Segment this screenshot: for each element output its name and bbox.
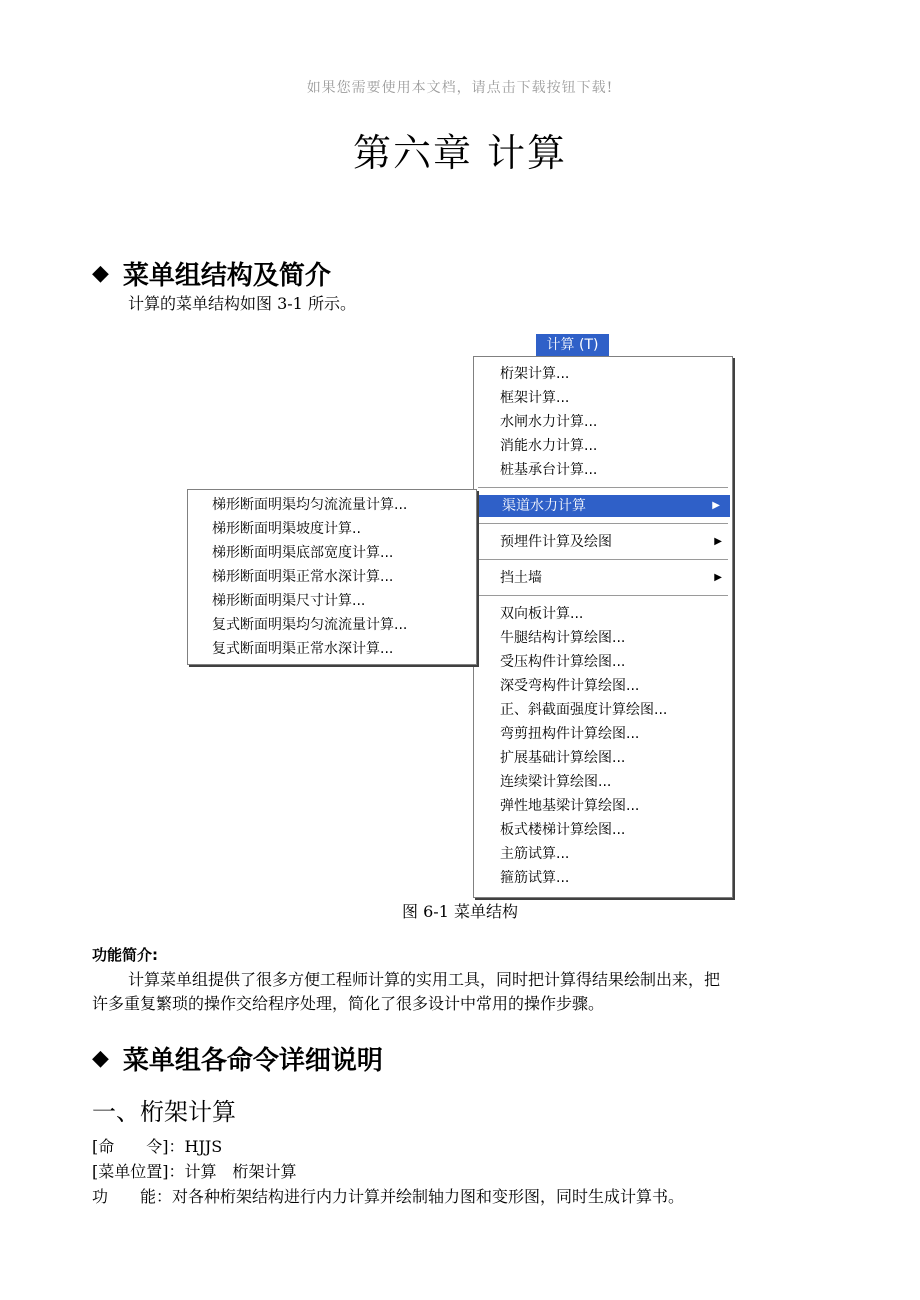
function-intro-line1: 计算菜单组提供了很多方便工程师计算的实用工具，同时把计算得结果绘制出来，把: [128, 970, 721, 989]
menu-separator: [478, 559, 728, 561]
submenu-item-compound-depth[interactable]: 复式断面明渠正常水深计算...: [212, 641, 394, 657]
menu-item-section-strength[interactable]: 正、斜截面强度计算绘图...: [500, 702, 668, 718]
menu-item-two-way-slab[interactable]: 双向板计算...: [500, 606, 584, 622]
menu-item-retaining-wall[interactable]: [474, 567, 732, 589]
section-heading-command-details: [92, 1040, 383, 1077]
command-line: [92, 1135, 222, 1158]
menu-item-compression[interactable]: 受压构件计算绘图...: [500, 654, 626, 670]
menu-item-embedded-parts[interactable]: [474, 531, 732, 553]
menu-item-truss[interactable]: 桁架计算...: [500, 366, 570, 382]
menu-item-sluice[interactable]: 水闸水力计算...: [500, 414, 598, 430]
chapter-title: 第六章 计算: [352, 131, 568, 175]
submenu-arrow-icon: ▶: [714, 536, 722, 547]
section-heading-text: 菜单组各命令详细说明: [122, 1046, 383, 1076]
function-value: 对各种桁架结构进行内力计算并绘制轴力图和变形图，同时生成计算书。: [172, 1187, 685, 1206]
section-heading-menu-structure: [92, 255, 331, 292]
intro-paragraph: 计算的菜单结构如图 3-1 所示。: [128, 294, 356, 313]
menu-item-label: 预埋件计算及绘图: [500, 534, 612, 550]
submenu-arrow-icon: ▶: [712, 500, 720, 511]
figure-caption: 图 6-1 菜单结构: [402, 902, 518, 921]
menu-item-main-rebar-trial[interactable]: 主筋试算...: [500, 846, 570, 862]
menu-item-elastic-foundation-beam[interactable]: 弹性地基梁计算绘图...: [500, 798, 640, 814]
menu-item-channel-hydraulics[interactable]: [476, 495, 730, 517]
menu-location-label: [菜单位置]：: [92, 1162, 185, 1181]
submenu-arrow-icon: ▶: [714, 572, 722, 583]
diamond-bullet-icon: ◆: [92, 261, 109, 286]
menu-bar-calc[interactable]: 计算 (T): [536, 334, 609, 356]
menu-item-spread-footing[interactable]: 扩展基础计算绘图...: [500, 750, 626, 766]
menu-separator: [478, 595, 728, 597]
menu-separator: [478, 487, 728, 489]
menu-item-pile-cap[interactable]: 桩基承台计算...: [500, 462, 598, 478]
menu-item-frame[interactable]: 框架计算...: [500, 390, 570, 406]
function-line: [92, 1185, 684, 1208]
menu-item-slab-stair[interactable]: 板式楼梯计算绘图...: [500, 822, 626, 838]
menu-item-energy-dissipation[interactable]: 消能水力计算...: [500, 438, 598, 454]
menu-item-label: 渠道水力计算: [502, 498, 586, 514]
submenu-item-trapezoid-size[interactable]: 梯形断面明渠尺寸计算...: [212, 593, 366, 609]
command-value: HJJS: [184, 1137, 223, 1156]
function-label: 功 能：: [92, 1187, 173, 1206]
submenu-item-trapezoid-depth[interactable]: 梯形断面明渠正常水深计算...: [212, 569, 394, 585]
submenu-item-trapezoid-flow[interactable]: 梯形断面明渠均匀流流量计算...: [212, 497, 408, 513]
menu-item-deep-flexural[interactable]: 深受弯构件计算绘图...: [500, 678, 640, 694]
subsection-heading-truss: 一、桁架计算: [92, 1098, 236, 1126]
function-intro-label: 功能简介:: [92, 946, 158, 964]
calc-dropdown-menu: [473, 356, 733, 898]
menu-item-label: 挡土墙: [500, 570, 542, 586]
function-intro-line2: 许多重复繁琐的操作交给程序处理，简化了很多设计中常用的操作步骤。: [92, 994, 605, 1013]
menu-item-bend-shear-torsion[interactable]: 弯剪扭构件计算绘图...: [500, 726, 640, 742]
menu-separator: [478, 523, 728, 525]
menu-location-line: [92, 1160, 297, 1183]
watermark: 如果您需要使用本文档，请点击下载按钮下载!: [306, 80, 614, 96]
submenu-item-trapezoid-slope[interactable]: 梯形断面明渠坡度计算..: [212, 521, 361, 537]
section-heading-text: 菜单组结构及简介: [122, 261, 331, 291]
diamond-bullet-icon: ◆: [92, 1046, 109, 1071]
command-label: [命 令]：: [92, 1137, 185, 1156]
menu-item-stirrup-trial[interactable]: 箍筋试算...: [500, 870, 570, 886]
channel-hydraulics-submenu: [187, 489, 477, 665]
menu-item-corbel[interactable]: 牛腿结构计算绘图...: [500, 630, 626, 646]
submenu-item-trapezoid-width[interactable]: 梯形断面明渠底部宽度计算...: [212, 545, 394, 561]
menu-item-continuous-beam[interactable]: 连续梁计算绘图...: [500, 774, 612, 790]
submenu-item-compound-flow[interactable]: 复式断面明渠均匀流流量计算...: [212, 617, 408, 633]
menu-location-value: 计算 桁架计算: [184, 1162, 297, 1181]
